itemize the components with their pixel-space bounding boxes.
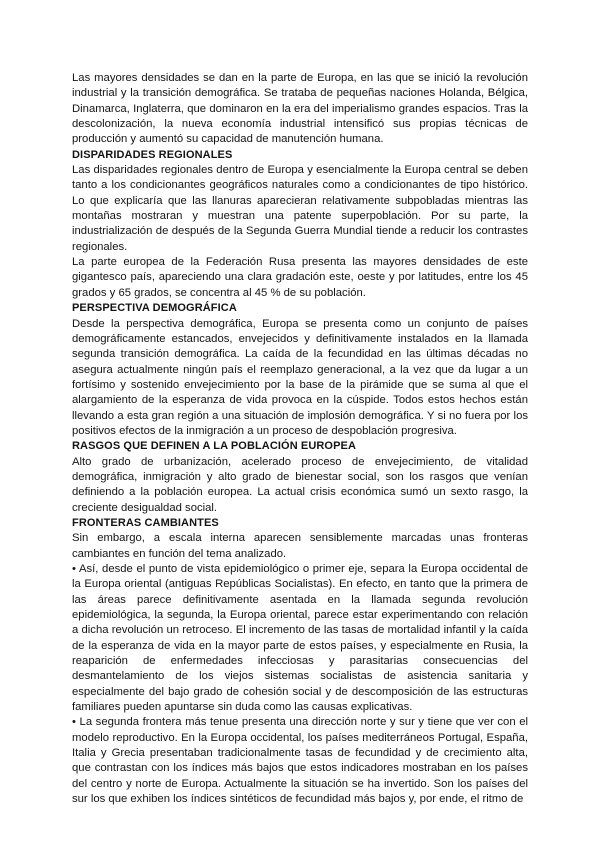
paragraph-fronteras-1: Sin embargo, a escala interna aparecen sensiblemente marcadas unas fronteras cambiantes en función del tema analizado.	[72, 532, 528, 560]
paragraph-fronteras-2: • Así, desde el punto de vista epidemiológico o primer eje, separa la Europa occidental de la Europa oriental (antiguas Repúblicas Socialistas). En efecto, en tanto que la primera de las áreas parece definitivamente asentada en la llamada segunda revolución epidemiológica, la segunda, la Europa oriental, parece estar experimentando con relación a dicha revolución un retroceso. El incremento de las tasas de mortalidad infantil y la caída de la esperanza de vida en la mayor parte de estos países, y especialmente en Rusia, la reaparición de enfermedades infecciosas y parasitarias consecuencias del desmantelamiento de los viejos sistemas socialistas de asistencia sanitaria y especialmente del bajo grado de cohesión social y de descomposición de las estructuras familiares pueden apuntarse sin duda como las causas explicativas.	[72, 563, 528, 714]
section-heading-fronteras: FRONTERAS CAMBIANTES	[72, 516, 219, 529]
section-heading-rasgos: RASGOS QUE DEFINEN A LA POBLACIÓN EUROPEA	[72, 440, 357, 453]
document-page	[72, 71, 528, 808]
section-heading-disparidades: DISPARIDADES REGIONALES	[72, 148, 233, 161]
paragraph-disparidades-2: La parte europea de la Federación Rusa presenta las mayores densidades de este gigantesco país, apareciendo una clara gradación este, oeste y por latitudes, entre los 45 grados y 65 grados, se concentra al 45 % de su población.	[72, 256, 528, 299]
paragraph-rasgos-1: Alto grado de urbanización, acelerado proceso de envejecimiento, de vitalidad demográfica, inmigración y alto grado de bienestar social, son los rasgos que venían definiendo a la población europea. La actual crisis económica sumó un sexto rasgo, la creciente desigualdad social.	[72, 455, 528, 514]
intro-paragraph: Las mayores densidades se dan en la parte de Europa, en las que se inició la revolución industrial y la transición demográfica. Se trataba de pequeñas naciones Holanda, Bélgica, Dinamarca, Inglaterra, que dominaron en la era del imperialismo grandes espacios. Tras la descolonización, la nueva economía industrial intensificó sus propias técnicas de producción y aumentó su capacidad de manutención humana.	[72, 72, 528, 146]
section-heading-perspectiva: PERSPECTIVA DEMOGRÁFICA	[72, 302, 237, 315]
paragraph-disparidades-1: Las disparidades regionales dentro de Europa y esencialmente la Europa central se deben tanto a los condicionantes geográficos naturales como a condicionantes de tipo histórico. Lo que explicaría que las llanuras aparecieran relativamente subpobladas mientras las montañas mostraran y muestran una patente superpoblación. Por su parte, la industrialización de después de la Segunda Guerra Mundial tiende a reducir los contrastes regionales.	[72, 164, 528, 253]
paragraph-fronteras-3: • La segunda frontera más tenue presenta una dirección norte y sur y tiene que ver con el modelo reproductivo. En la Europa occidental, los países mediterráneos Portugal, España, Italia y Grecia presentaban tradicionalmente tasas de fecundidad y de crecimiento alta, que contrastan con los índices más bajos que estos indicadores mostraban en los países del centro y norte de Europa. Actualmente la situación se ha invertido. Son los países del sur los que exhiben los índices sintéticos de fecundidad más bajos y, por ende, el ritmo de	[72, 716, 528, 806]
paragraph-perspectiva-1: Desde la perspectiva demográfica, Europa se presenta como un conjunto de países demográficamente estancados, envejecidos y definitivamente instalados en la llamada segunda transición demográfica. La caída de la fecundidad en las últimas décadas no asegura actualmente ningún país el reemplazo generacional, a la vez que da lugar a un fortísimo y sostenido envejecimiento por la base de la pirámide que se suma al que el alargamiento de la esperanza de vida provoca en la cúspide. Todos estos hechos están llevando a esta gran región a una situación de implosión demográfica. Y si no fuera por los positivos efectos de la inmigración a un proceso de despoblación progresiva.	[72, 317, 528, 437]
